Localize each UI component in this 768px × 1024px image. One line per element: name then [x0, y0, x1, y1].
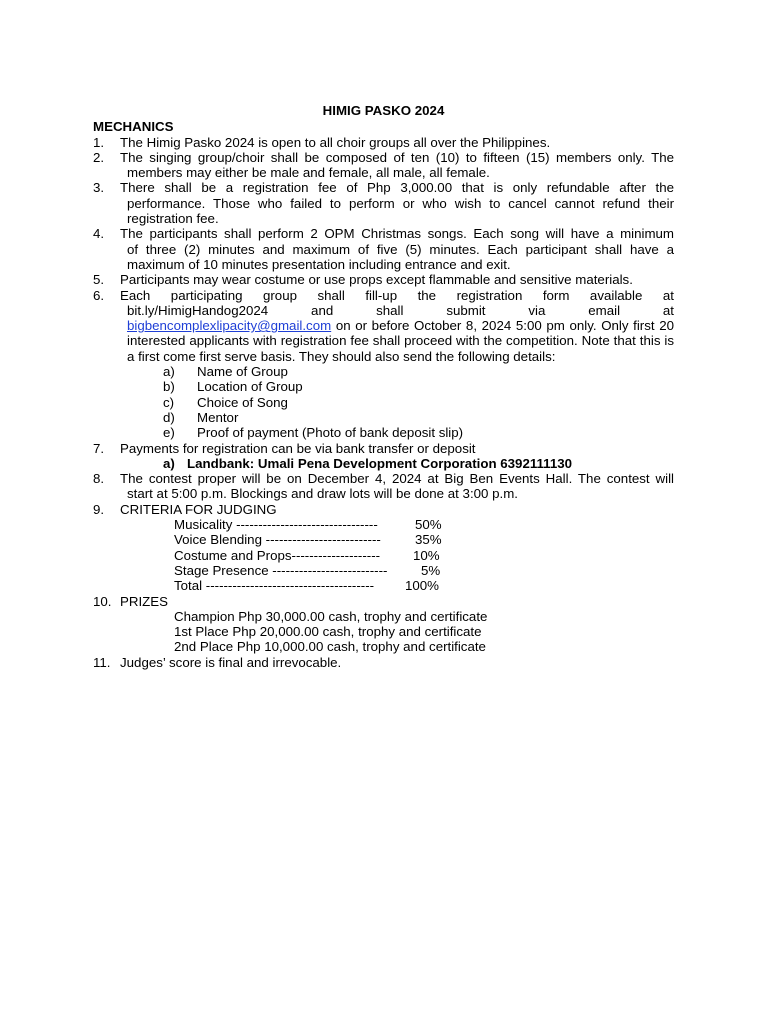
detail-text: Mentor — [197, 409, 239, 425]
item-text-continued: on or before October 8, 2024 5:00 pm only. Only first 20 interested applicants with registration fee shall proceed with the competition. Note that this is a first come first serve basis. They should also send the following details: — [127, 318, 674, 364]
detail-item — [93, 395, 674, 410]
list-item — [93, 272, 674, 287]
criteria-row — [93, 548, 674, 563]
list-item — [93, 135, 674, 150]
prize-line: 2nd Place Php 10,000.00 cash, trophy and certificate — [174, 639, 486, 655]
item-number: 7. — [93, 440, 105, 456]
item-number: 9. — [93, 501, 105, 517]
detail-letter: c) — [163, 394, 175, 410]
criteria-heading: CRITERIA FOR JUDGING — [120, 501, 277, 517]
item-number: 2. — [93, 149, 105, 165]
criteria-label: Musicality -------------------------------- — [174, 517, 378, 533]
item-text: Participants may wear costume or use props except flammable and sensitive materials. — [120, 272, 633, 288]
item-text: The participants shall perform 2 OPM Christmas songs. Each song will have a minimum — [120, 226, 674, 242]
criteria-row — [93, 532, 674, 547]
detail-text: Choice of Song — [197, 394, 288, 410]
bank-letter: a) — [163, 455, 175, 471]
item-text-continued: start at 5:00 p.m. Blockings and draw lots will be done at 3:00 p.m. — [127, 486, 518, 502]
criteria-label: Costume and Props-------------------- — [174, 547, 381, 563]
mechanics-heading: MECHANICS — [93, 119, 174, 135]
item-text: There shall be a registration fee of Php 3,000.00 that is only refundable after the — [120, 180, 674, 196]
item-number: 5. — [93, 272, 105, 288]
item-text: Each participating group shall fill-up the registration form available at — [120, 287, 674, 303]
item-text: Payments for registration can be via bank transfer or deposit — [120, 440, 476, 456]
item-number: 8. — [93, 471, 105, 487]
list-item — [93, 471, 674, 502]
list-item — [93, 180, 674, 226]
detail-text: Location of Group — [197, 379, 303, 395]
prizes-heading: PRIZES — [120, 593, 169, 609]
criteria-label: Voice Blending -------------------------- — [174, 532, 381, 548]
detail-item — [93, 425, 674, 440]
item-text-continued: performance. Those who failed to perform or who wish to cancel cannot refund their registration fee. — [127, 195, 674, 227]
criteria-row — [93, 563, 674, 578]
criteria-percent: 10% — [413, 547, 440, 563]
document-title: HIMIG PASKO 2024 — [322, 103, 445, 118]
registration-link-line: bit.ly/HimigHandog2024 and shall submit via email at — [127, 302, 674, 318]
email-link[interactable]: bigbencomplexlipacity@gmail.com — [127, 318, 332, 334]
detail-item — [93, 364, 674, 379]
detail-letter: a) — [163, 364, 175, 380]
criteria-percent: 100% — [405, 578, 440, 594]
criteria-percent: 35% — [415, 532, 442, 548]
item-text-continued: members may either be male and female, all male, all female. — [127, 165, 490, 181]
list-item — [93, 150, 674, 181]
criteria-row — [93, 517, 674, 532]
criteria-row — [93, 578, 674, 593]
detail-text: Name of Group — [197, 364, 288, 380]
bank-account: Landbank: Umali Pena Development Corporation 6392111130 — [187, 455, 573, 471]
item-number: 4. — [93, 226, 105, 242]
list-item — [93, 441, 674, 456]
item-number: 3. — [93, 180, 105, 196]
item-number: 6. — [93, 287, 105, 303]
item-text: The Himig Pasko 2024 is open to all choir groups all over the Philippines. — [120, 134, 551, 150]
detail-text: Proof of payment (Photo of bank deposit slip) — [197, 425, 464, 441]
prize-line: 1st Place Php 20,000.00 cash, trophy and certificate — [174, 624, 482, 640]
list-item — [93, 502, 674, 517]
item-text: Judges’ score is final and irrevocable. — [120, 654, 342, 670]
detail-letter: b) — [163, 379, 175, 395]
prize-line: Champion Php 30,000.00 cash, trophy and certificate — [174, 608, 488, 624]
item-number: 1. — [93, 134, 105, 150]
criteria-percent: 5% — [421, 562, 441, 578]
criteria-label: Stage Presence -------------------------- — [174, 562, 388, 578]
detail-letter: e) — [163, 425, 175, 441]
item-text: The contest proper will be on December 4, 2024 at Big Ben Events Hall. The contest will — [120, 471, 674, 487]
detail-item — [93, 410, 674, 425]
item-number: 11. — [93, 654, 111, 670]
list-item — [93, 594, 674, 609]
detail-item — [93, 379, 674, 394]
item-text-continued: of three (2) minutes and maximum of five (5) minutes. Each participant shall have a maximum of 10 minutes presentation including entrance and exit. — [127, 241, 674, 272]
document-body — [93, 103, 674, 670]
item-number: 10. — [93, 593, 112, 609]
detail-letter: d) — [163, 409, 175, 425]
criteria-percent: 50% — [415, 517, 442, 533]
list-item — [93, 655, 674, 670]
list-item — [93, 288, 674, 364]
criteria-label: Total -------------------------------------- — [174, 578, 375, 594]
list-item — [93, 226, 674, 272]
bank-details — [93, 456, 674, 471]
item-text: The singing group/choir shall be composed of ten (10) to fifteen (15) members only. The — [120, 149, 674, 165]
